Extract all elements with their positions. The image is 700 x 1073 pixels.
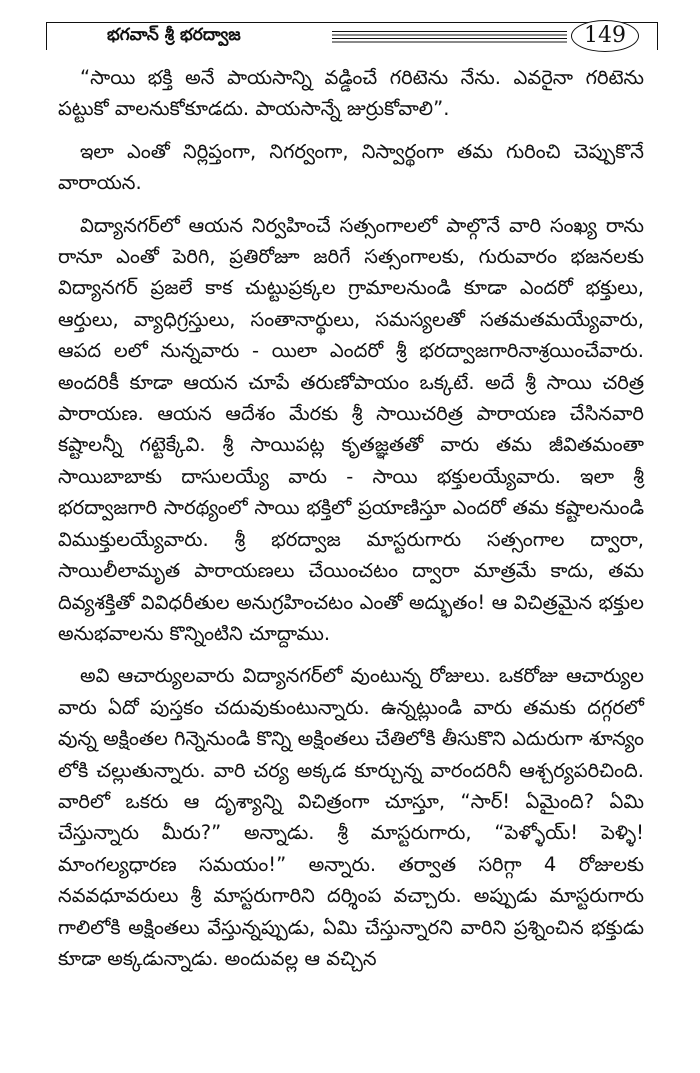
book-title: భగవాన్ శ్రీ భరద్వాజ xyxy=(107,25,241,45)
running-header xyxy=(46,22,658,50)
paragraph-quote xyxy=(58,62,644,125)
paragraph-text: “సాయి భక్తి అనే పాయసాన్ని వడ్డించే గరిటెను నేను. ఎవరైనా గరిటెను పట్టుకో వాలనుకోకూడదు. పాయసాన్నే జుర్రుకోవాలి”. xyxy=(58,66,644,121)
header-rule-lines xyxy=(332,31,567,45)
paragraph-humility xyxy=(58,136,644,199)
paragraph-text: అవి ఆచార్యులవారు విద్యానగర్‌లో వుంటున్న రోజులు. ఒకరోజు ఆచార్యుల వారు ఏదో పుస్తకం చదువుకుంటున్నారు. ఉన్నట్లుండి వారు తమకు దగ్గరలో వున్న అక్షింతల గిన్నెనుండి కొన్ని అక్షింతలు చేతిలోకి తీసుకొని ఎదురుగా శూన్యం లోకి చల్లుతున్నారు. వారి చర్య అక్కడ కూర్చున్న వారందరినీ ఆశ్చర్యపరిచింది. వారిలో ఒకరు ఆ దృశ్యాన్ని విచిత్రంగా చూస్తూ, “సార్! ఏమైంది? ఏమి చేస్తున్నారు మీరు?” అన్నాడు. శ్రీ మాస్టరుగారు, “పెళ్ళోయ్! పెళ్ళి! మాంగల్యధారణ సమయం!” అన్నారు. తర్వాత సరిగ్గా 4 రోజులకు నవవధూవరులు శ్రీ మాస్టరుగారిని దర్శింప వచ్చారు. అప్పుడు మాస్టరుగారు గాలిలోకి అక్షింతలు వేస్తున్నప్పుడు, ఏమి చేస్తున్నారని వారిని ప్రశ్నించిన భక్తుడు కూడా అక్కడున్నాడు. అందువల్ల ఆ వచ్చిన xyxy=(58,664,644,970)
page-body xyxy=(58,62,644,985)
paragraph-text: ఇలా ఎంతో నిర్లిప్తంగా, నిగర్వంగా, నిస్వార్థంగా తమ గురించి చెప్పుకొనే వారాయన. xyxy=(58,139,644,195)
paragraph-satsang xyxy=(58,210,644,650)
paragraph-text: విద్యానగర్‌లో ఆయన నిర్వహించే సత్సంగాలలో పాల్గొనే వారి సంఖ్య రాను రానూ ఎంతో పెరిగి, ప్రతిరోజూ జరిగే సత్సంగాలకు, గురువారం భజనలకు విద్యానగర్ ప్రజలే కాక చుట్టుప్రక్కల గ్రామాలనుండి కూడా ఎందరో భక్తులు, ఆర్తులు, వ్యాధిగ్రస్తులు, సంతానార్థులు, సమస్యలతో సతమతమయ్యేవారు, ఆపద లలో నున్నవారు - యిలా ఎందరో శ్రీ భరద్వాజగారినాశ్రయించేవారు. అందరికీ కూడా ఆయన చూపే తరుణోపాయం ఒక్కటే. అదే శ్రీ సాయి చరిత్ర పారాయణ. ఆయన ఆదేశం మేరకు శ్రీ సాయిచరిత్ర పారాయణ చేసినవారి కష్టాలన్నీ గట్టెక్కేవి. శ్రీ సాయిపట్ల కృతజ్ఞతతో వారు తమ జీవితమంతా సాయిబాబాకు దాసులయ్యే వారు - సాయి భక్తులయ్యేవారు. ఇలా శ్రీ భరద్వాజగారి సారథ్యంలో సాయి భక్తిలో ప్రయాణిస్తూ ఎందరో తమ కష్టాలనుండి విముక్తులయ్యేవారు. శ్రీ భరద్వాజ మాస్టరుగారు సత్సంగాల ద్వారా, సాయిలీలామృత పారాయణలు చేయించటం ద్వారా మాత్రమే కాదు, తమ దివ్యశక్తితో వివిధరీతుల అనుగ్రహించటం ఎంతో అద్భుతం! ఆ విచిత్రమైన భక్తుల అనుభవాలను కొన్నింటిని చూద్దాము. xyxy=(58,213,644,645)
page-number: 149 xyxy=(571,20,639,52)
paragraph-vidyanagar xyxy=(58,660,644,974)
